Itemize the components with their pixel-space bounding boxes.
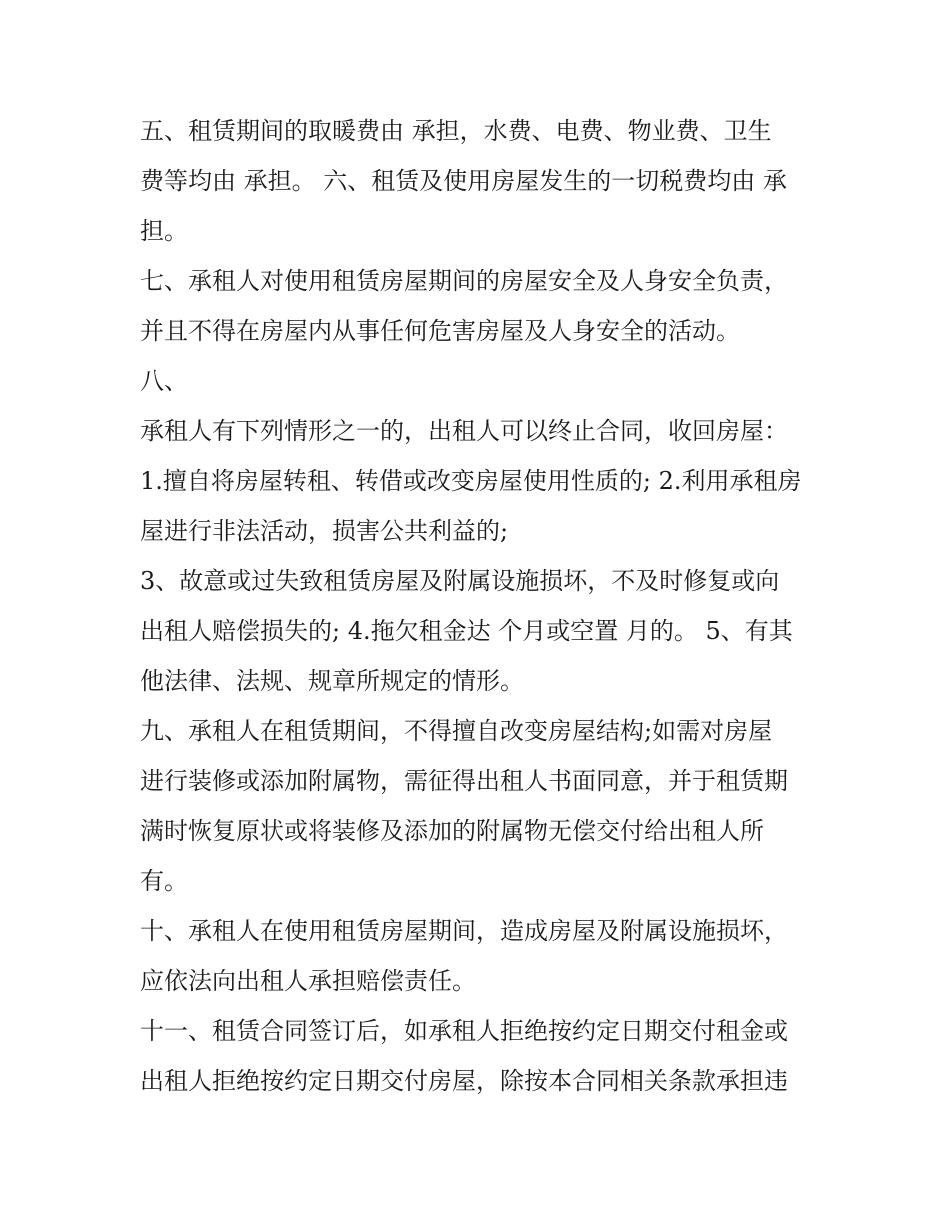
text-line: 屋进行非法活动，损害公共利益的; [140,517,509,545]
text-line: 承租人有下列情形之一的，出租人可以终止合同，收回房屋： [140,417,788,445]
clause-11 [140,1006,820,1106]
text-line: 十一、租赁合同签订后，如承租人拒绝按约定日期交付租金或 [140,1017,788,1045]
text-line: 进行装修或添加附属物，需征得出租人书面同意，并于租赁期 [140,767,788,795]
text-line: 十、承租人在使用租赁房屋期间，造成房屋及附属设施损坏， [140,917,788,945]
text-line: 费等均由 承担。 六、租赁及使用房屋发生的一切税费均由 承 [140,167,787,195]
text-line: 并且不得在房屋内从事任何危害房屋及人身安全的活动。 [140,317,740,345]
text-line: 七、承租人对使用租赁房屋期间的房屋安全及人身安全负责， [140,267,788,295]
clause-8-items [140,556,820,706]
text-line: 出租人拒绝按约定日期交付房屋，除按本合同相关条款承担违 [140,1067,788,1095]
document-body [140,106,820,1106]
text-line: 八、 [140,367,188,395]
text-line: 出租人赔偿损失的; 4.拖欠租金达 个月或空置 月的。 5、有其 [140,617,793,645]
text-line: 3、故意或过失致租赁房屋及附属设施损坏，不及时修复或向 [140,567,780,595]
clause-7 [140,256,820,356]
text-line: 五、租赁期间的取暖费由 承担，水费、电费、物业费、卫生 [140,117,772,145]
text-line: 应依法向出租人承担赔偿责任。 [140,967,476,995]
text-line: 满时恢复原状或将装修及添加的附属物无偿交付给出租人所 [140,817,764,845]
clause-5-6 [140,106,820,256]
text-line: 担。 [140,217,188,245]
clause-8-heading [140,356,820,406]
text-line: 有。 [140,867,188,895]
clause-10 [140,906,820,1006]
text-line: 他法律、法规、规章所规定的情形。 [140,667,524,695]
text-line: 1.擅自将房屋转租、转借或改变房屋使用性质的; 2.利用承租房 [140,467,802,495]
clause-8-body [140,406,820,556]
clause-9 [140,706,820,906]
text-line: 九、承租人在租赁期间，不得擅自改变房屋结构;如需对房屋 [140,717,773,745]
